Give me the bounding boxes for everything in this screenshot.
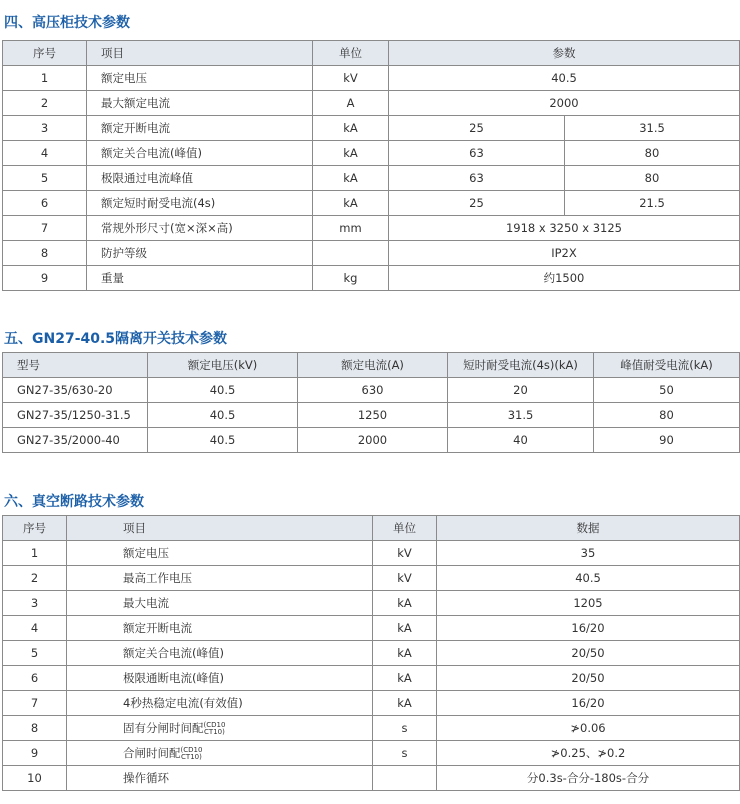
cell-no: 3	[3, 116, 87, 141]
cell-item: 最大额定电流	[87, 91, 313, 116]
table-row	[3, 591, 740, 616]
cell-value-2: 31.5	[565, 116, 740, 141]
cell-value-1: 25	[389, 191, 565, 216]
header-model: 型号	[3, 353, 148, 378]
cell-unit: kA	[313, 191, 389, 216]
cell-unit	[313, 241, 389, 266]
cell-unit: s	[373, 741, 437, 766]
header-no: 序号	[3, 41, 87, 66]
cell-peak-current: 50	[594, 378, 740, 403]
table-vacuum-breaker-params	[2, 515, 740, 791]
table-row	[3, 166, 740, 191]
cell-rated-current: 2000	[298, 428, 448, 453]
cell-unit: kV	[313, 66, 389, 91]
header-unit: 单位	[313, 41, 389, 66]
table-row	[3, 641, 740, 666]
cell-rated-current: 1250	[298, 403, 448, 428]
cell-item	[67, 716, 373, 741]
sup-bottom: CT10	[204, 727, 223, 736]
cell-unit: kA	[373, 591, 437, 616]
cell-value: 40.5	[437, 566, 740, 591]
table-row	[3, 691, 740, 716]
table-disconnector-params	[2, 352, 740, 453]
cell-value: 约1500	[389, 266, 740, 291]
cell-short-time-current: 31.5	[448, 403, 594, 428]
table-row	[3, 741, 740, 766]
cell-item: 极限通过电流峰值	[87, 166, 313, 191]
cell-no: 1	[3, 66, 87, 91]
cell-model: GN27-35/630-20	[3, 378, 148, 403]
item-superscript: (CD10 CT10)	[203, 720, 226, 736]
cell-unit: A	[313, 91, 389, 116]
cell-unit: kA	[313, 116, 389, 141]
header-data: 数据	[437, 516, 740, 541]
cell-no: 1	[3, 541, 67, 566]
cell-no: 8	[3, 716, 67, 741]
cell-value: 20/50	[437, 666, 740, 691]
table-row	[3, 566, 740, 591]
sup-top: CD10	[183, 745, 203, 754]
cell-unit	[373, 766, 437, 791]
cell-no: 7	[3, 691, 67, 716]
cell-no: 4	[3, 141, 87, 166]
cell-item: 最大电流	[67, 591, 373, 616]
table-header-row	[3, 516, 740, 541]
sup-bottom: CT10	[181, 752, 200, 761]
cell-no: 10	[3, 766, 67, 791]
cell-no: 5	[3, 641, 67, 666]
table-row	[3, 616, 740, 641]
item-superscript: (CD10 CT10)	[180, 745, 203, 761]
cell-item: 防护等级	[87, 241, 313, 266]
cell-item-text: 合闸时间配	[123, 746, 181, 760]
table-high-voltage-cabinet-params	[2, 40, 740, 291]
cell-unit: kA	[313, 141, 389, 166]
cell-item: 额定关合电流(峰值)	[67, 641, 373, 666]
cell-value: ≯0.06	[437, 716, 740, 741]
table-row	[3, 91, 740, 116]
cell-model: GN27-35/1250-31.5	[3, 403, 148, 428]
cell-unit: kA	[373, 616, 437, 641]
cell-value: 2000	[389, 91, 740, 116]
cell-unit: kA	[373, 641, 437, 666]
cell-peak-current: 90	[594, 428, 740, 453]
cell-item: 额定电压	[87, 66, 313, 91]
header-rated-current: 额定电流(A)	[298, 353, 448, 378]
table-row	[3, 241, 740, 266]
cell-item: 4秒热稳定电流(有效值)	[67, 691, 373, 716]
table-row	[3, 116, 740, 141]
cell-unit: kV	[373, 541, 437, 566]
table-row	[3, 66, 740, 91]
table-header-row	[3, 41, 740, 66]
cell-no: 6	[3, 191, 87, 216]
cell-unit: mm	[313, 216, 389, 241]
cell-rated-voltage: 40.5	[148, 403, 298, 428]
cell-no: 7	[3, 216, 87, 241]
cell-item: 常规外形尺寸(宽×深×高)	[87, 216, 313, 241]
cell-short-time-current: 20	[448, 378, 594, 403]
cell-item: 极限通断电流(峰值)	[67, 666, 373, 691]
section-title-high-voltage-cabinet: 四、高压柜技术参数	[4, 15, 130, 31]
cell-value: 1918 x 3250 x 3125	[389, 216, 740, 241]
cell-value-2: 80	[565, 141, 740, 166]
header-no: 序号	[3, 516, 67, 541]
cell-item: 额定开断电流	[87, 116, 313, 141]
cell-no: 2	[3, 91, 87, 116]
cell-item: 操作循环	[67, 766, 373, 791]
cell-no: 9	[3, 266, 87, 291]
cell-item: 额定电压	[67, 541, 373, 566]
table-row	[3, 266, 740, 291]
header-peak-current: 峰值耐受电流(kA)	[594, 353, 740, 378]
cell-value-2: 80	[565, 166, 740, 191]
header-rated-voltage: 额定电压(kV)	[148, 353, 298, 378]
cell-unit: kg	[313, 266, 389, 291]
cell-short-time-current: 40	[448, 428, 594, 453]
cell-item: 额定短时耐受电流(4s)	[87, 191, 313, 216]
cell-value: 40.5	[389, 66, 740, 91]
table-row	[3, 666, 740, 691]
table-row	[3, 403, 740, 428]
header-short-time-current: 短时耐受电流(4s)(kA)	[448, 353, 594, 378]
cell-value: 20/50	[437, 641, 740, 666]
cell-value: 16/20	[437, 616, 740, 641]
cell-unit: kA	[313, 166, 389, 191]
cell-value: ≯0.25、≯0.2	[437, 741, 740, 766]
cell-no: 9	[3, 741, 67, 766]
cell-value: 35	[437, 541, 740, 566]
cell-item	[67, 741, 373, 766]
cell-unit: kA	[373, 691, 437, 716]
table-row	[3, 216, 740, 241]
cell-item-text: 固有分闸时间配	[123, 721, 204, 735]
cell-no: 3	[3, 591, 67, 616]
cell-item: 最高工作电压	[67, 566, 373, 591]
cell-peak-current: 80	[594, 403, 740, 428]
cell-rated-voltage: 40.5	[148, 378, 298, 403]
cell-item: 额定开断电流	[67, 616, 373, 641]
cell-unit: kA	[373, 666, 437, 691]
cell-no: 2	[3, 566, 67, 591]
table-row	[3, 716, 740, 741]
table-row	[3, 766, 740, 791]
table-row	[3, 541, 740, 566]
cell-no: 5	[3, 166, 87, 191]
table-header-row	[3, 353, 740, 378]
cell-no: 6	[3, 666, 67, 691]
cell-value: 16/20	[437, 691, 740, 716]
section-title-vacuum-breaker: 六、真空断路技术参数	[4, 494, 144, 510]
cell-value-1: 25	[389, 116, 565, 141]
cell-item: 重量	[87, 266, 313, 291]
cell-rated-current: 630	[298, 378, 448, 403]
cell-value: IP2X	[389, 241, 740, 266]
cell-item: 额定关合电流(峰值)	[87, 141, 313, 166]
sup-top: CD10	[206, 720, 226, 729]
header-item: 项目	[87, 41, 313, 66]
cell-model: GN27-35/2000-40	[3, 428, 148, 453]
table-row	[3, 141, 740, 166]
cell-unit: kV	[373, 566, 437, 591]
cell-no: 8	[3, 241, 87, 266]
header-params: 参数	[389, 41, 740, 66]
table-row	[3, 378, 740, 403]
cell-value: 1205	[437, 591, 740, 616]
cell-no: 4	[3, 616, 67, 641]
section-title-disconnector: 五、GN27-40.5隔离开关技术参数	[4, 331, 228, 347]
cell-value-1: 63	[389, 141, 565, 166]
cell-unit: s	[373, 716, 437, 741]
cell-value-1: 63	[389, 166, 565, 191]
cell-value-2: 21.5	[565, 191, 740, 216]
cell-value: 分0.3s-合分-180s-合分	[437, 766, 740, 791]
header-item: 项目	[67, 516, 373, 541]
header-unit: 单位	[373, 516, 437, 541]
table-row	[3, 428, 740, 453]
cell-rated-voltage: 40.5	[148, 428, 298, 453]
table-row	[3, 191, 740, 216]
